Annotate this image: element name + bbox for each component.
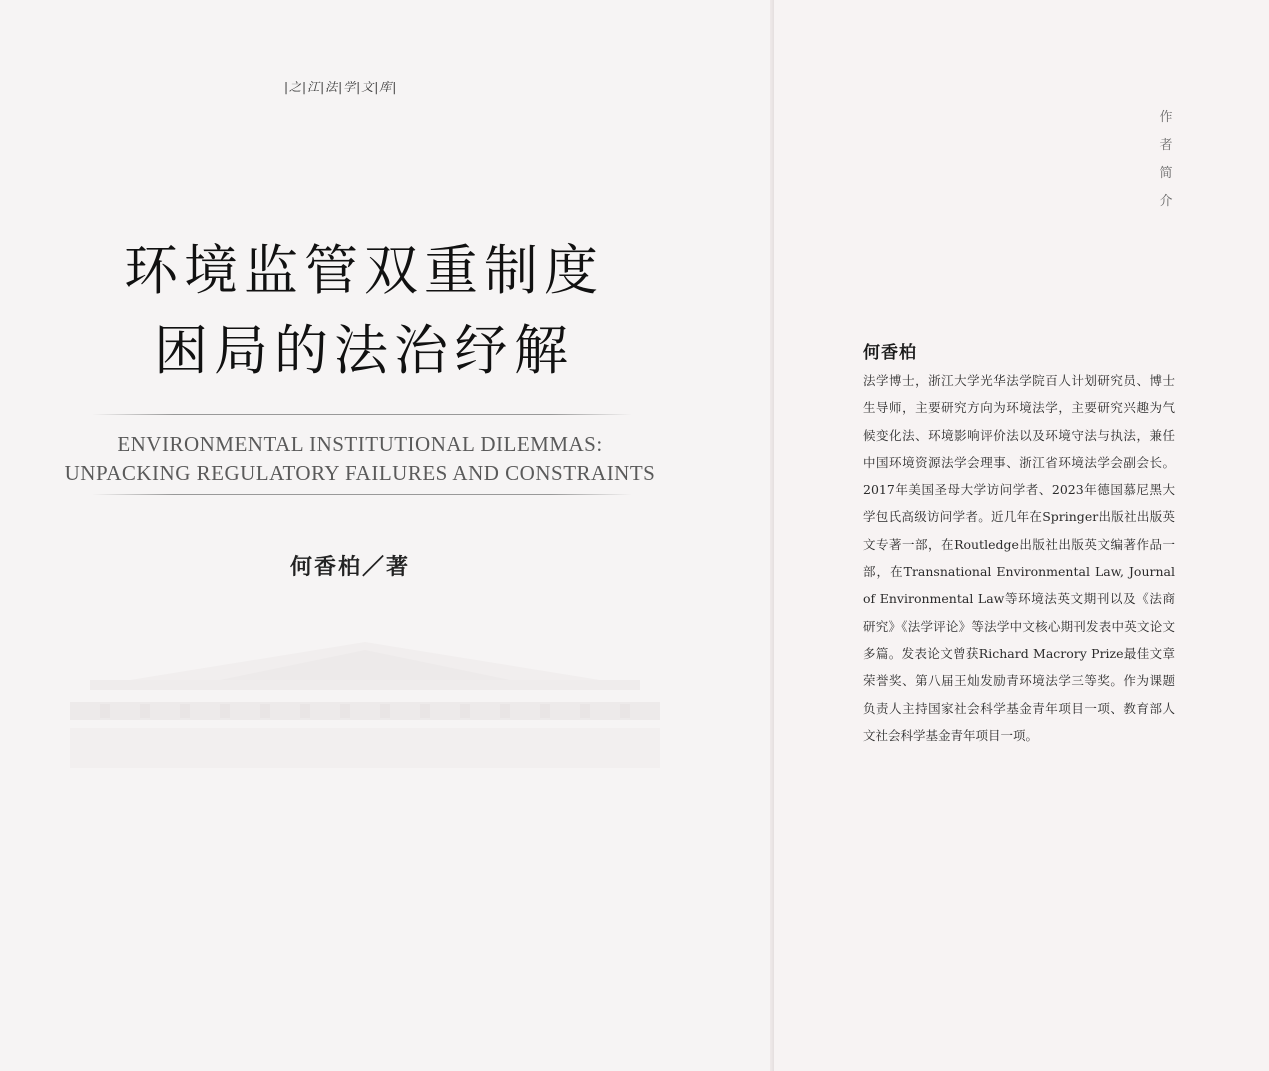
title-zh-line1: 环境监管双重制度: [124, 239, 604, 302]
title-en-line2: UNPACKING REGULATORY FAILURES AND CONSTRAINTS: [64, 461, 656, 485]
title-zh-line2: 困局的法治纾解: [154, 319, 574, 382]
author-name: 何香柏: [863, 343, 917, 363]
building-watermark-image: [70, 640, 660, 770]
heading-char: 作: [1159, 110, 1173, 125]
heading-char: 介: [1159, 194, 1173, 209]
title-divider-top: [92, 414, 632, 415]
author-bio: 法学博士，浙江大学光华法学院百人计划研究员、博士生导师，主要研究方向为环境法学，主要研究兴趣为气候变化法、环境影响评价法以及环境守法与执法，兼任中国环境资源法学会理事、浙江省环境法学会副会长。2017年美国圣母大学访问学者、2023年德国慕尼黑大学包氏高级访问学者。近几年在Springer出版社出版英文专著一部，在Routledge出版社出版英文编著作品一部，在Transnational Environmental Law, Journal of Environmental Law等环境法英文期刊以及《法商研究》《法学评论》等法学中文核心期刊发表中英文论文多篇。发表论文曾获Richard Macrory Prize最佳文章荣誉奖、第八届王灿发励青环境法学三等奖。作为课题负责人主持国家社会科学基金青年项目一项、教育部人文社会科学基金青年项目一项。: [863, 373, 1175, 743]
heading-char: 者: [1159, 138, 1173, 153]
title-divider-bottom: [92, 494, 632, 495]
section-heading-vertical: [1158, 104, 1174, 216]
heading-char: 简: [1159, 166, 1173, 181]
series-label: |之|江|法|学|文|库|: [284, 80, 398, 94]
title-en-line1: ENVIRONMENTAL INSTITUTIONAL DILEMMAS:: [117, 432, 603, 456]
author-byline: 何香柏／著: [290, 554, 411, 580]
